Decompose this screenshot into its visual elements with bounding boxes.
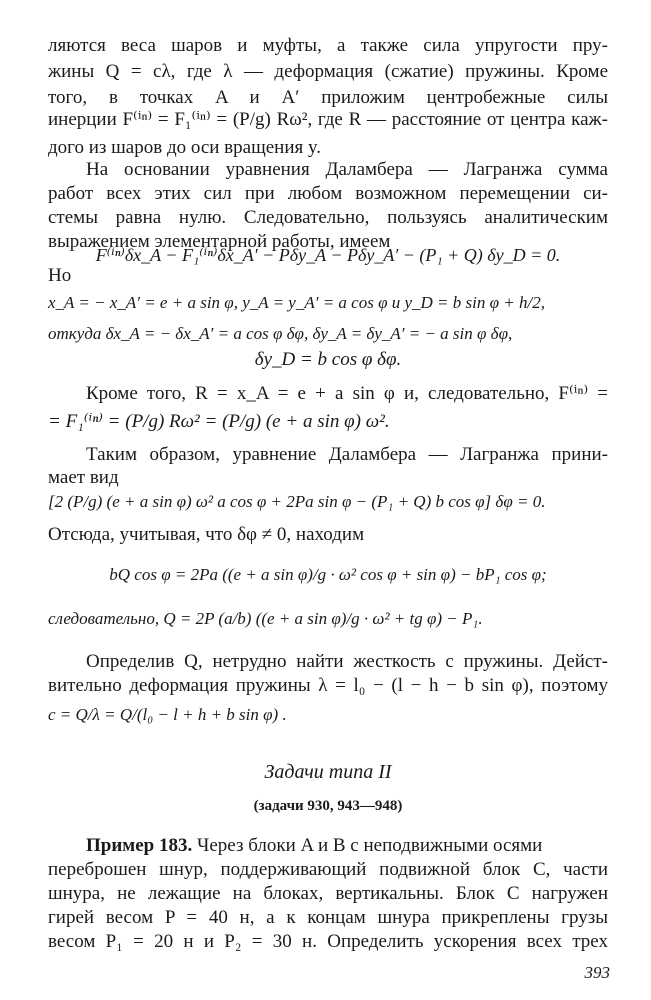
text-line: Отсюда, учитывая, что δφ ≠ 0, находим xyxy=(48,524,365,545)
text-line: Но xyxy=(48,265,72,286)
text-line: инерции F⁽ⁱⁿ⁾ = F₁⁽ⁱⁿ⁾ = (P/g) Rω², где R — расстояние от центра каж- xyxy=(48,109,608,130)
example-label: Пример 183. xyxy=(86,835,193,856)
text-line: переброшен шнур, поддерживающий подвижной блок C, части xyxy=(48,859,608,880)
text-line: выражением элементарной работы, имеем xyxy=(48,231,391,252)
text-line: ляются веса шаров и муфты, а также сила упругости пру- xyxy=(48,35,608,56)
text-line: дого из шаров до оси вращения y. xyxy=(48,137,321,158)
text-line: работ всех этих сил при любом возможном перемещении си- xyxy=(48,183,608,204)
equation: следовательно, Q = 2P (a/b) ((e + a sin φ)/g · ω² + tg φ) − P₁. xyxy=(48,609,483,628)
text-line: того, в точках A и A′ приложим центробежные силы xyxy=(48,87,608,108)
text-line: мает вид xyxy=(48,467,119,488)
text-line: весом P₁ = 20 н и P₂ = 30 н. Определить ускорения всех трех xyxy=(48,931,608,952)
text-line: гирей весом P = 40 н, а к концам шнура прикреплены грузы xyxy=(48,907,608,928)
text-line: жины Q = cλ, где λ — деформация (сжатие) пружины. Кроме xyxy=(48,61,608,82)
equation: = F₁⁽ⁱⁿ⁾ = (P/g) Rω² = (P/g) (e + a sin φ) ω². xyxy=(48,411,390,432)
text-line: стемы равна нулю. Следовательно, пользуясь аналитическим xyxy=(48,207,608,228)
equation: δy_D = b cos φ δφ. xyxy=(254,349,402,370)
text-line: вительно деформация пружины λ = l₀ − (l − h − b sin φ), поэтому xyxy=(48,675,608,696)
section-subheading: (задачи 930, 943—948) xyxy=(253,798,403,814)
example-text: Через блоки A и B с неподвижными осями xyxy=(197,835,543,856)
paragraph-start: Определив Q, нетрудно найти жесткость c пружины. Дейст- xyxy=(86,651,608,672)
equation: F⁽ⁱⁿ⁾δx_A − F₁⁽ⁱⁿ⁾δx_A′ − Pδy_A − Pδy_A′ − (P₁ + Q) δy_D = 0. xyxy=(95,245,561,265)
equation: [2 (P/g) (e + a sin φ) ω² a cos φ + 2Pa sin φ − (P₁ + Q) b cos φ] δφ = 0. xyxy=(48,492,546,511)
paragraph-start: На основании уравнения Даламбера — Лагранжа сумма xyxy=(86,159,608,180)
text-line: шнура, не лежащие на блоках, вертикальны. Блок C нагружен xyxy=(48,883,608,904)
equation: x_A = − x_A′ = e + a sin φ, y_A = y_A′ = a cos φ и y_D = b sin φ + h/2, xyxy=(48,293,545,312)
section-heading: Задачи типа II xyxy=(264,761,392,783)
page-number: 393 xyxy=(584,963,610,982)
paragraph-start: Таким образом, уравнение Даламбера — Лагранжа прини- xyxy=(86,444,608,465)
equation: bQ cos φ = 2Pa ((e + a sin φ)/g · ω² cos φ + sin φ) − bP₁ cos φ; xyxy=(109,565,547,584)
paragraph-start: Кроме того, R = x_A = e + a sin φ и, следовательно, F⁽ⁱⁿ⁾ = xyxy=(86,383,608,404)
equation: откуда δx_A = − δx_A′ = a cos φ δφ, δy_A = δy_A′ = − a sin φ δφ, xyxy=(48,324,513,343)
equation: c = Q/λ = Q/(l₀ − l + h + b sin φ) . xyxy=(48,705,287,724)
example-first-line xyxy=(86,834,608,858)
